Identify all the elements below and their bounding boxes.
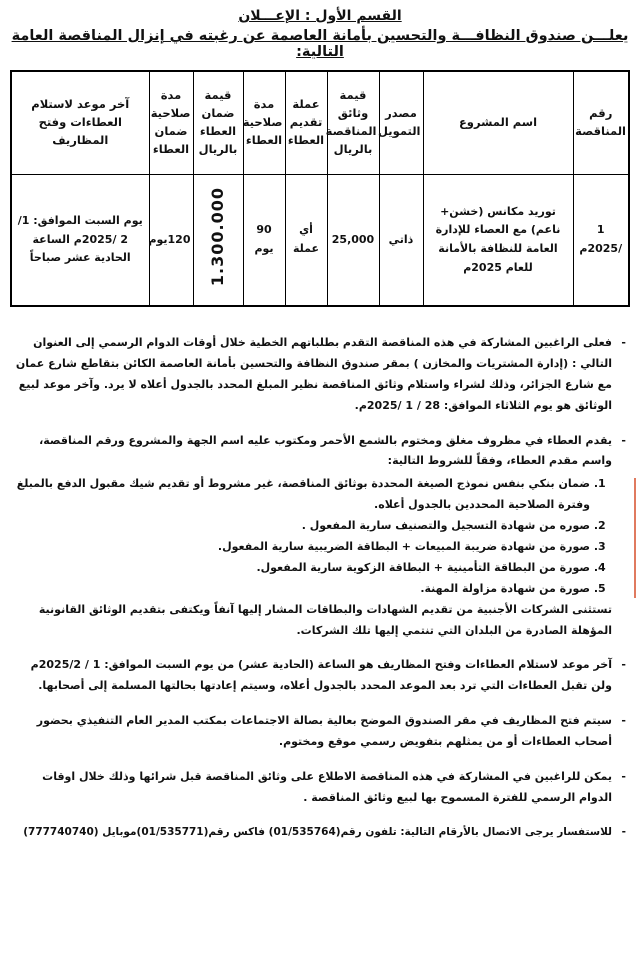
table-row [11,175,629,307]
note-contact [10,823,626,843]
note-foreign-companies: تستثنى الشركات الأجنبية من تقديم الشهادات والبطاقات المشار إليها آنفاً ويكتفى بتقديم الوثائق القانونية المؤهلة الصادرة من البلدان التي تنتمي إليها تلك الشركات. [38,602,612,637]
header-bid-validity: مدة صلاحية العطاء [243,71,285,175]
note-deadline-text: آخر موعد لاستلام العطاءات وفتح المظاريف هو الساعة (الحادية عشر) من يوم السبت الموافق: 1 / 2025/2م ولن تقبل العطاءات التي ترد بعد الموعد المحدد بالجدول أعلاه، وسيتم إعادتها بحالتها المسلمة إلى أصحابها. [30,658,612,693]
cell-guarantee-validity: 120يوم [149,175,193,307]
note-opening-text: سيتم فتح المظاريف في مقر الصندوق الموضح بعالية بصالة الاجتماعات بمكتب المدير العام التنفيذي بحضور أصحاب العطاءات أو من يمثلهم بتفويض رسمي موقع ومختوم. [36,714,612,749]
list-item: 5. صورة من شهادة مزاولة المهنة. [10,579,590,600]
bullet-icon: - [621,433,626,447]
table-header-row [11,71,629,175]
notes-section [10,333,630,843]
cell-project-name: توريد مكانس (خشن+ ناعم) مع العصاء للإدارة العامة للنظافة بالأمانة للعام 2025م [423,175,573,307]
note-purchase-docs-text: فعلى الراغبين المشاركة في هذه المناقصة التقدم بطلباتهم الخطية خلال أوقات الدوام الرسمي إلى العنوان التالي : (إدارة المشتريات والمخازن ) بمقر صندوق النظافة والتحسين بأمانة العاصمة الكائن بتقاطع شارع عمان مع شارع الجزائر، وذلك لشراء واستلام وثائق المناقصة نظير المبلغ المحدد بالجدول أعلاه لا يرد. وآخر موعد لبيع الوثائق هو يوم الثلاثاء الموافق: 28 / 1 /2025م. [15,336,612,412]
cell-guarantee-value-wrap [193,175,243,307]
list-item: 3. صورة من شهادة ضريبة المبيعات + البطاقة الضريبية سارية المفعول. [10,537,590,558]
header-guarantee-validity: مدة صلاحية ضمان العطاء [149,71,193,175]
header-bid-currency: عملة تقديم العطاء [285,71,327,175]
bullet-icon: - [621,825,626,838]
note-purchase-docs [10,333,626,417]
header-tender-number: رقم المناقصة [573,71,629,175]
cell-last-date: يوم السبت الموافق: 1/ 2 /2025م الساعة الحادية عشر صباحاً [11,175,149,307]
cell-tender-number: 1 /2025م [573,175,629,307]
cell-funding-source: ذاتي [379,175,423,307]
note-review-docs [10,767,626,809]
scan-edge-line [634,478,636,598]
bullet-icon: - [621,770,626,784]
list-item: 4. صورة من البطاقة التأمينية + البطاقة الزكوية سارية المفعول. [10,558,590,579]
header-guarantee-value: قيمة ضمان العطاء بالريال [193,71,243,175]
note-bid-submission [10,431,626,473]
note-contact-text: للاستفسار يرجى الاتصال بالأرقام التالية: تلفون رقم(01/535764) فاكس رقم(01/535771)موبايل (777740740) [23,825,612,838]
list-item: 2. صوره من شهادة التسجيل والتصنيف سارية المفعول . [10,516,590,537]
note-opening [10,711,626,753]
header-project-name: اسم المشروع [423,71,573,175]
bullet-icon: - [621,714,626,728]
header-last-date: آخر موعد لاستلام العطاءات وفتح المظاريف [11,71,149,175]
conditions-list [10,474,612,599]
header-funding-source: مصدر التمويل [379,71,423,175]
cell-docs-value: 25,000 [327,175,379,307]
announcement-intro: يعلـــن صندوق النظافـــة والتحسين بأمانة العاصمة عن رغبته في إنزال المناقصة العامة التالية: [11,28,629,60]
note-deadline [10,655,626,697]
bullet-icon: - [621,336,626,349]
tender-table [10,70,630,307]
header-docs-value: قيمة وثائق المناقصة بالريال [327,71,379,175]
bullet-icon: - [621,658,626,672]
cell-guarantee-value: 1.300.000 [208,187,228,287]
cell-bid-validity: 90 يوم [243,175,285,307]
note-bid-submission-text: يقدم العطاء في مظروف مغلق ومختوم بالشمع الأحمر ومكتوب عليه اسم الجهة والمشروع ورقم المناقصة، واسم مقدم العطاء، وفقاً للشروط التالية: [39,433,612,468]
list-item: 1. ضمان بنكي بنفس نموذج الصيغة المحددة بوثائق المناقصة، غير مشروط أو تقديم شيك مقبول الدفع بالمبلغ وفترة الصلاحية المحددين بالجدول أعلاه. [10,474,590,516]
cell-bid-currency: أي عملة [285,175,327,307]
section-title: القسم الأول : الإعـــلان [238,8,402,24]
note-review-docs-text: يمكن للراغبين في المشاركة في هذه المناقصة الاطلاع على وثائق المناقصة قبل شرائها وذلك خلال اوقات الدوام الرسمي للفترة المسموح بها لبيع وثائق المناقصة . [42,770,612,804]
